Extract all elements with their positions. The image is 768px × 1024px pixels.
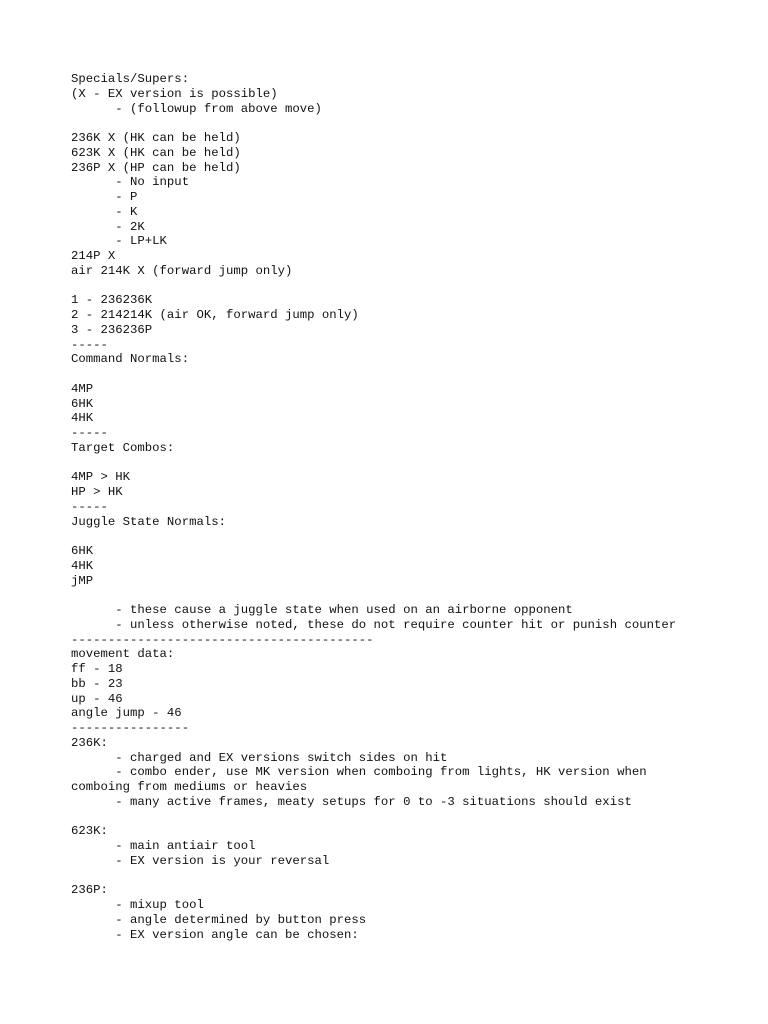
text-line: ----------------------------------------- <box>71 632 374 647</box>
text-line: comboing from mediums or heavies <box>71 780 308 794</box>
blank-line <box>71 367 751 382</box>
text-line: 623K: <box>71 824 108 839</box>
text-line: Command Normals: <box>71 352 190 367</box>
text-line: 4MP > HK <box>71 470 131 485</box>
text-line: - combo ender, use MK version when comboing from lights, HK version when <box>71 765 647 780</box>
text-line: - mixup tool <box>71 898 204 912</box>
text-line: HP > HK <box>71 485 123 499</box>
text-line: ----- <box>71 337 108 352</box>
text-line: - angle determined by button press <box>71 912 367 927</box>
text-line: - P <box>71 190 138 204</box>
text-line: - EX version is your reversal <box>71 853 330 868</box>
text-line: angle jump - 46 <box>71 706 182 721</box>
text-line: up - 46 <box>71 691 123 706</box>
blank-line <box>71 869 751 884</box>
document-text <box>71 72 751 942</box>
text-line: air 214K X (forward jump only) <box>71 263 293 278</box>
text-line: - main antiair tool <box>71 839 256 853</box>
blank-line <box>71 456 751 471</box>
text-line: ----- <box>71 426 108 440</box>
text-line: 236P: <box>71 883 108 898</box>
text-line: bb - 23 <box>71 676 123 691</box>
text-line: jMP <box>71 573 94 588</box>
text-line: 6HK <box>71 544 94 558</box>
text-line: ---------------- <box>71 721 190 735</box>
text-line: - No input <box>71 175 190 190</box>
text-line: (X - EX version is possible) <box>71 86 278 101</box>
text-line: 214P X <box>71 249 116 263</box>
blank-line <box>71 810 751 825</box>
text-line: 1 - 236236K <box>71 293 153 308</box>
text-line: Specials/Supers: <box>71 72 190 86</box>
blank-line <box>71 529 751 544</box>
text-line: - LP+LK <box>71 234 167 249</box>
text-line: ----- <box>71 499 108 514</box>
text-line: Juggle State Normals: <box>71 514 226 529</box>
text-line: - unless otherwise noted, these do not require counter hit or punish counter <box>71 617 677 632</box>
text-line: 6HK <box>71 396 94 411</box>
text-line: 4HK <box>71 558 94 573</box>
text-line: 623K X (HK can be held) <box>71 145 241 160</box>
text-line: movement data: <box>71 647 175 662</box>
text-line: - 2K <box>71 219 145 234</box>
text-line: - (followup from above move) <box>71 101 322 116</box>
text-line: - charged and EX versions switch sides on hit <box>71 750 448 765</box>
text-line: ff - 18 <box>71 662 123 676</box>
text-line: - many active frames, meaty setups for 0 to -3 situations should exist <box>71 794 632 809</box>
text-line: - EX version angle can be chosen: <box>71 927 359 942</box>
text-line: 236K: <box>71 735 108 750</box>
text-line: 236P X (HP can be held) <box>71 160 241 175</box>
text-line: Target Combos: <box>71 440 175 455</box>
text-line: 2 - 214214K (air OK, forward jump only) <box>71 308 359 322</box>
text-line: - K <box>71 204 138 219</box>
text-line: 4MP <box>71 381 94 396</box>
text-line: 236K X (HK can be held) <box>71 131 241 145</box>
blank-line <box>71 279 751 294</box>
text-line: 4HK <box>71 411 94 426</box>
text-line: - these cause a juggle state when used on an airborne opponent <box>71 603 573 617</box>
blank-line <box>71 588 751 603</box>
text-line: 3 - 236236P <box>71 322 153 337</box>
blank-line <box>71 116 751 131</box>
